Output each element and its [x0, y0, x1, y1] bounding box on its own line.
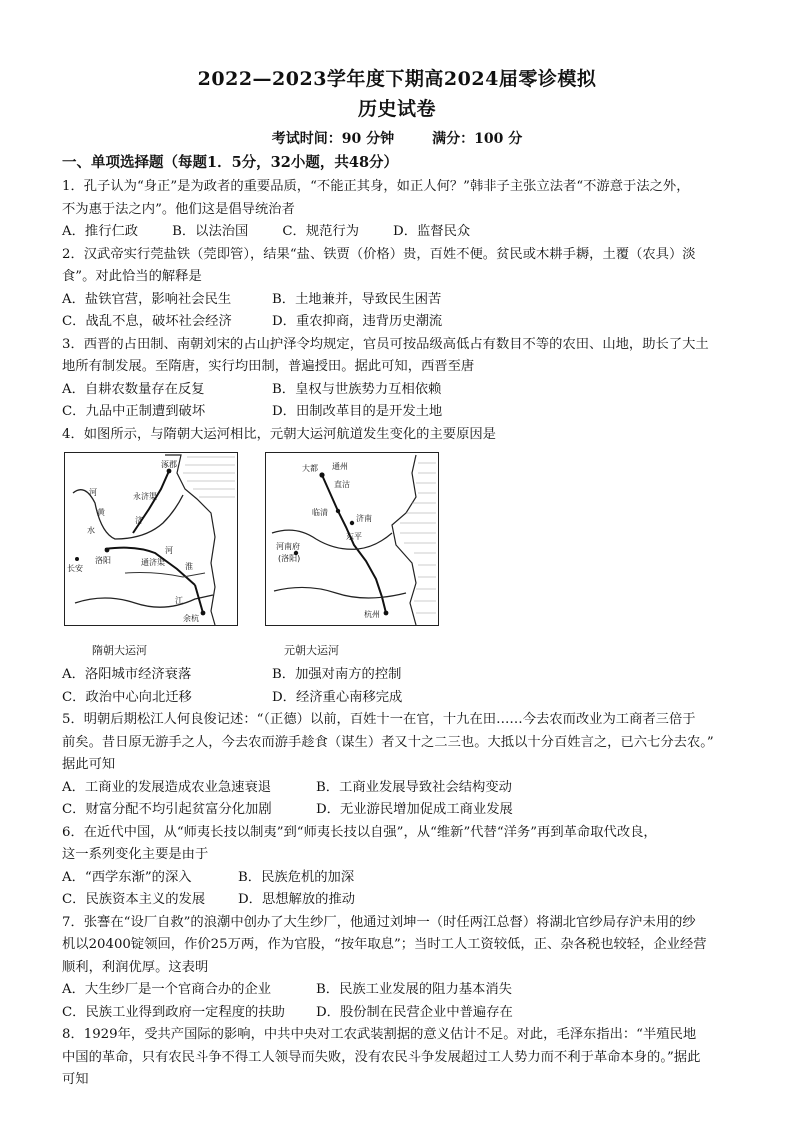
- question-stem: 2．汉武帝实行莞盐铁（莞即管），结果“盐、铁贾（价格）贵，百姓不便。贫民或木耕手耨，土覆（农具）淡: [62, 246, 696, 262]
- question-3: [62, 334, 738, 424]
- options: [62, 867, 738, 890]
- option-b: B．加强对南方的控制: [272, 667, 402, 682]
- question-stem: 不为惠于法之内”。他们这是倡导统治者: [62, 201, 295, 217]
- map-label: 洛阳: [95, 556, 111, 565]
- question-stem: 地所有制发展。至隋唐，实行均田制，普遍授田。据此可知，西晋至唐: [62, 359, 475, 374]
- option-a: A．推行仁政: [62, 224, 139, 239]
- map-label: 水: [87, 526, 95, 535]
- options: [62, 311, 738, 334]
- map-label: 杭州: [364, 610, 380, 619]
- option-c: C．民族工业得到政府一定程度的扶助: [62, 1004, 285, 1020]
- question-stem: 机以20400锭领回，作价25万两，作为官股，“按年取息”；当时工人工资较低，正、杂各税也较轻，企业经营: [62, 937, 707, 952]
- options: [62, 687, 738, 710]
- option-a: A．盐铁官营，影响社会民生: [62, 291, 232, 307]
- option-d: D．重农抑商，违背历史潮流: [272, 314, 443, 329]
- options: [62, 289, 738, 312]
- map-label: (洛阳): [278, 554, 301, 563]
- option-d: D．股份制在民营企业中普遍存在: [316, 1004, 513, 1020]
- option-c: C．政治中心向北迁移: [62, 689, 192, 705]
- option-d: D．无业游民增加促成工商业发展: [316, 802, 513, 817]
- question-stem: 8．1929年，受共产国际的影响，中共中央对工农武装割据的意义估计不足。对此，毛泽东指出：“半殖民地: [62, 1027, 697, 1042]
- option-a: A．“西学东渐”的深入: [62, 869, 192, 885]
- map-label: 直沽: [334, 480, 350, 489]
- question-list: [62, 176, 738, 1092]
- options: [62, 664, 738, 687]
- option-b: B．民族危机的加深: [238, 869, 355, 885]
- map-label: 通济渠: [141, 558, 165, 567]
- exam-info: [0, 128, 794, 148]
- question-stem: 6．在近代中国，从“师夷长技以制夷”到“师夷长技以自强”，从“维新”代替“洋务”再到革命取代改良，: [62, 824, 657, 840]
- exam-time: 考试时间：90 分钟: [271, 131, 395, 147]
- option-b: B．民族工业发展的阻力基本消失: [316, 982, 512, 997]
- sui-canal-map-drawing: [65, 453, 237, 625]
- map2-caption: 元朝大运河: [284, 644, 339, 657]
- map-label: 余杭: [183, 614, 199, 623]
- question-stem: 这一系列变化主要是由于: [62, 847, 209, 862]
- map-label: 涿郡: [161, 460, 177, 469]
- question-stem: 5．明朝后期松江人何良俊记述：“（正德）以前，百姓十一在官，十九在田……今去农而改业为工商者三倍于: [62, 712, 696, 727]
- option-d: D．监督民众: [393, 224, 471, 239]
- option-b: B．工商业发展导致社会结构变动: [316, 779, 512, 795]
- full-score: 满分：100 分: [432, 131, 523, 147]
- map-label: 济: [135, 516, 143, 525]
- question-stem: 中国的革命，只有农民斗争不得工人领导而失败，没有农民斗争发展超过工人势力而不利于革命本身的。”据此: [62, 1049, 701, 1065]
- option-a: A．洛阳城市经济衰落: [62, 667, 192, 682]
- option-c: C．战乱不息，破坏社会经济: [62, 314, 232, 329]
- map-label: 河南府: [276, 542, 300, 551]
- option-d: D．思想解放的推动: [238, 892, 356, 907]
- section-heading: 一、单项选择题（每题1．5分，32小题，共48分）: [62, 154, 399, 171]
- map-label: 永济渠: [133, 492, 157, 501]
- question-stem: 7．张謇在“设厂自救”的浪潮中创办了大生纱厂，他通过刘坤一（时任两江总督）将湖北官纱局存沪未用的纱: [62, 914, 696, 930]
- map-label: 黄: [97, 508, 105, 517]
- option-c: C．民族资本主义的发展: [62, 892, 206, 907]
- option-c: C．财富分配不均引起贫富分化加剧: [62, 802, 272, 817]
- options: [62, 401, 738, 424]
- options: [62, 1002, 738, 1025]
- map-label: 东平: [346, 532, 362, 541]
- option-b: B．以法治国: [172, 224, 249, 239]
- options: [62, 799, 738, 822]
- map-label: 济南: [356, 514, 372, 523]
- map-label: 长安: [67, 564, 83, 573]
- question-stem: 4．如图所示，与隋朝大运河相比，元朝大运河航道发生变化的主要原因是: [62, 426, 496, 442]
- sui-canal-map: [64, 452, 238, 626]
- question-stem: 据此可知: [62, 757, 116, 772]
- map1-caption: 隋朝大运河: [92, 644, 147, 657]
- question-stem: 可知: [62, 1072, 89, 1087]
- option-c: C．规范行为: [282, 224, 360, 239]
- question-6: [62, 822, 738, 912]
- option-a: A．工商业的发展造成农业急速衰退: [62, 779, 272, 795]
- question-8: [62, 1024, 738, 1092]
- map-label: 通州: [332, 462, 348, 471]
- map-label: 大都: [302, 464, 318, 473]
- map-label: 江: [175, 596, 183, 605]
- option-b: B．土地兼并，导致民生困苦: [272, 291, 442, 307]
- exam-title: 2022—2023学年度下期高2024届零诊模拟: [197, 68, 597, 90]
- question-stem: 顺利，利润优厚。这表明: [62, 959, 209, 975]
- option-c: C．九品中正制遭到破坏: [62, 404, 206, 419]
- question-stem: 1．孔子认为“身正”是为政者的重要品质，“不能正其身，如正人何？”韩非子主张立法者“不游意于法之外，: [62, 179, 690, 194]
- options: [62, 379, 738, 402]
- question-5: [62, 709, 738, 822]
- yuan-canal-map-drawing: [266, 453, 438, 625]
- question-4: [62, 424, 738, 710]
- map-label: 临清: [312, 508, 328, 517]
- question-7: [62, 912, 738, 1025]
- yuan-canal-map: [265, 452, 439, 626]
- options: [62, 777, 738, 800]
- option-b: B．皇权与世族势力互相依赖: [272, 381, 442, 397]
- options: [62, 979, 738, 1002]
- map-label: 河: [165, 546, 173, 555]
- option-d: D．经济重心南移完成: [272, 689, 403, 705]
- map-label: 河: [89, 488, 97, 497]
- exam-subtitle: 历史试卷: [357, 98, 436, 120]
- map-figures: [62, 452, 738, 662]
- map-label: 淮: [185, 562, 193, 571]
- question-stem: 3．西晋的占田制、南朝刘宋的占山护泽令均规定，官员可按品级高低占有数目不等的农田、山地，助长了大土: [62, 336, 709, 352]
- options: [62, 221, 738, 244]
- question-stem: 食”。对此恰当的解释是: [62, 269, 202, 284]
- option-d: D．田制改革目的是开发土地: [272, 404, 443, 419]
- question-stem: 前矣。昔日原无游手之人，今去农而游手趁食（谋生）者又十之二三也。大抵以十分百姓言之，已六七分去农。”: [62, 734, 714, 750]
- question-1: [62, 176, 738, 244]
- option-a: A．自耕农数量存在反复: [62, 381, 205, 397]
- question-2: [62, 244, 738, 334]
- options: [62, 889, 738, 912]
- option-a: A．大生纱厂是一个官商合办的企业: [62, 982, 272, 997]
